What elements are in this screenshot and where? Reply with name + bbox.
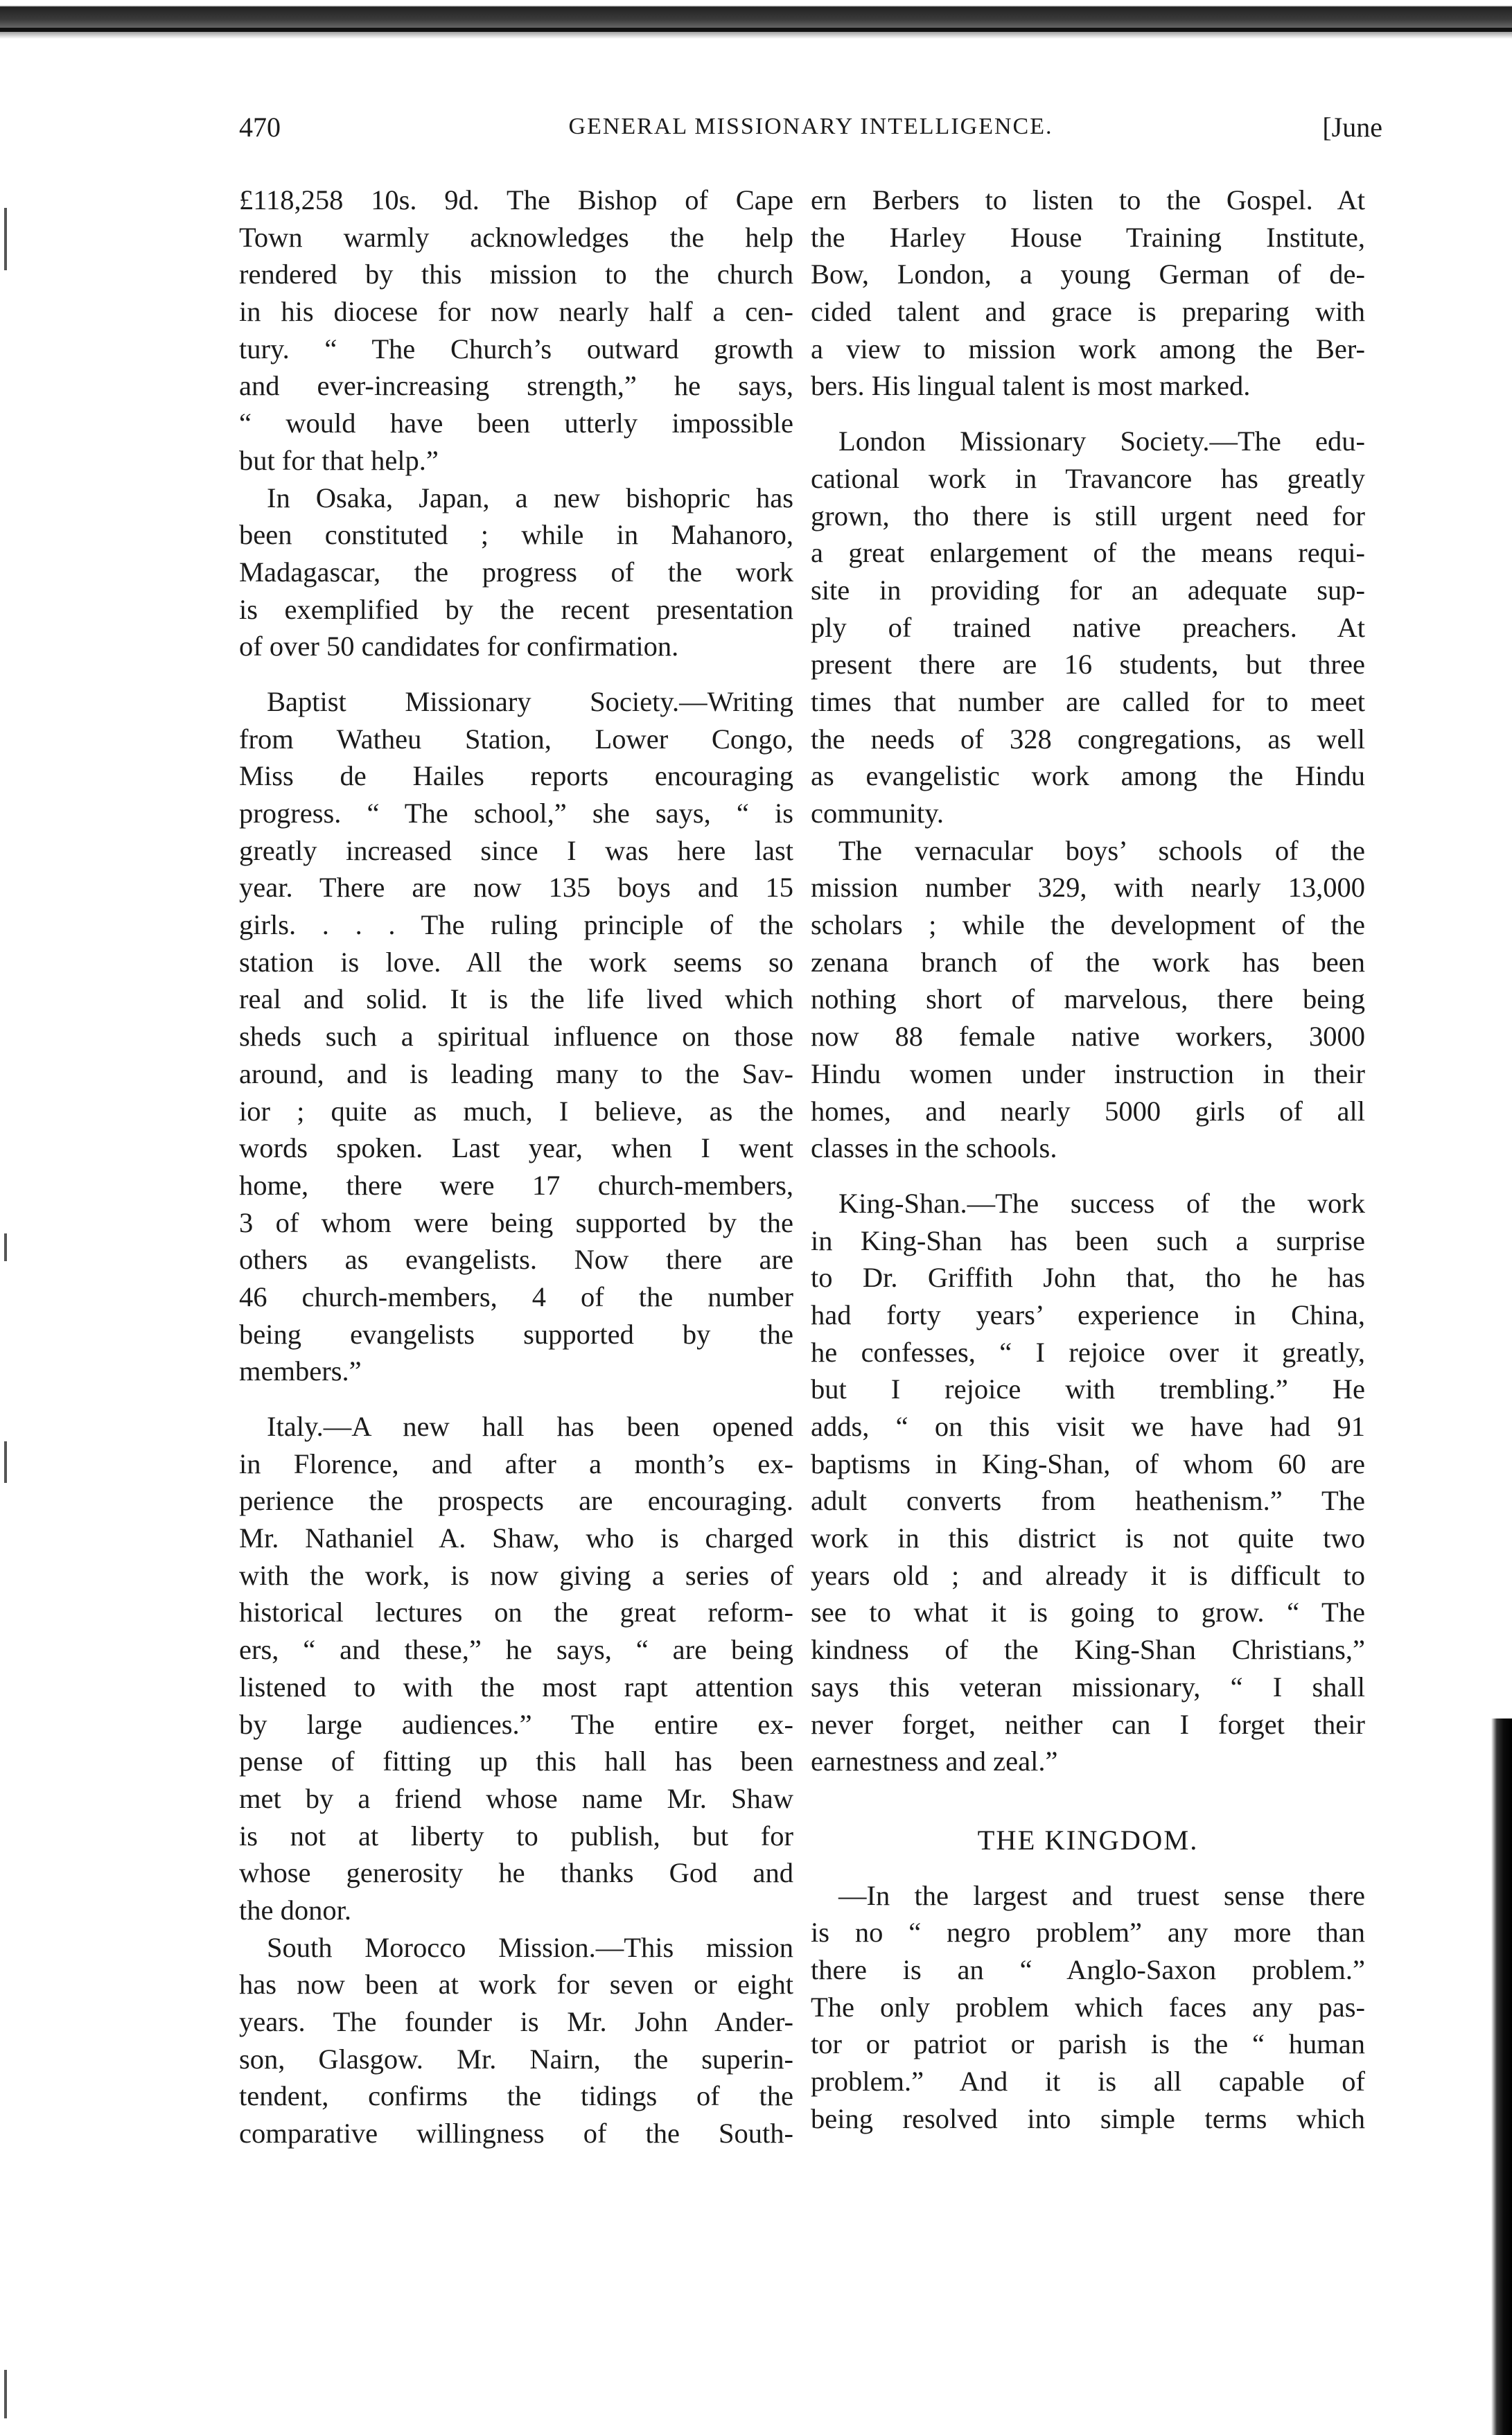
text-line: has now been at work for seven or eight — [239, 1969, 793, 2001]
text-line: in Florence, and after a month’s ex- — [239, 1448, 793, 1479]
text-line: being resolved into simple terms which — [811, 2102, 1365, 2134]
top-scan-border — [0, 0, 1512, 42]
text-line: times that number are called for to meet — [811, 685, 1365, 717]
text-line: son, Glasgow. Mr. Nairn, the superin- — [239, 2043, 793, 2075]
text-line: others as evangelists. Now there are — [239, 1244, 793, 1276]
text-line: of over 50 candidates for confirmation. — [239, 631, 679, 662]
text-line: work in this district is not quite two — [811, 1522, 1365, 1554]
text-line: the Harley House Training Institute, — [811, 221, 1365, 253]
text-line: comparative willingness of the South- — [239, 2118, 793, 2150]
text-line: ers, “ and these,” he says, “ are being — [239, 1634, 793, 1666]
text-line: cational work in Travancore has greatly — [811, 462, 1365, 494]
text-line: earnestness and zeal.” — [811, 1746, 1058, 1777]
text-line: London Missionary Society.—The edu- — [838, 425, 1365, 457]
text-line: Madagascar, the progress of the work — [239, 556, 793, 588]
text-line: is exemplified by the recent presentation — [239, 593, 793, 625]
text-line: he confesses, “ I rejoice over it greatly, — [811, 1336, 1365, 1368]
text-line: Miss de Hailes reports encouraging — [239, 760, 793, 792]
text-line: tendent, confirms the tidings of the — [239, 2080, 793, 2112]
text-line: present there are 16 students, but three — [811, 649, 1365, 680]
text-line: scholars ; while the development of the — [811, 909, 1365, 941]
left-column — [239, 182, 793, 2152]
text-line: but I rejoice with trembling.” He — [811, 1373, 1365, 1405]
text-line: tor or patriot or parish is the “ human — [811, 2028, 1365, 2060]
text-line: Hindu women under instruction in their — [811, 1057, 1365, 1089]
margin-mark — [4, 1233, 7, 1261]
text-line: there is an “ Anglo-Saxon problem.” — [811, 1953, 1365, 1985]
text-line: see to what it is going to grow. “ The — [811, 1597, 1365, 1628]
text-line: around, and is leading many to the Sav- — [239, 1057, 793, 1089]
text-line: from Watheu Station, Lower Congo, — [239, 723, 793, 755]
text-line: being evangelists supported by the — [239, 1318, 793, 1350]
text-line: members.” — [239, 1355, 362, 1387]
margin-mark — [4, 208, 7, 270]
text-line: the needs of 328 congregations, as well — [811, 723, 1365, 755]
text-line: adult converts from heathenism.” The — [811, 1485, 1365, 1517]
text-line: sheds such a spiritual influence on those — [239, 1021, 793, 1053]
text-line: —In the largest and truest sense there — [838, 1879, 1365, 1911]
text-line: classes in the schools. — [811, 1132, 1057, 1164]
text-line: “ would have been utterly impossible — [239, 407, 793, 439]
right-column — [811, 182, 1365, 2137]
margin-mark — [4, 2370, 7, 2418]
text-line: the donor. — [239, 1894, 351, 1926]
text-line: real and solid. It is the life lived which — [239, 983, 793, 1015]
top-rule-line — [0, 28, 1512, 32]
text-line: bers. His lingual talent is most marked. — [811, 370, 1251, 402]
text-line: ior ; quite as much, I believe, as the — [239, 1095, 793, 1127]
running-header — [239, 111, 1382, 152]
text-line: listened to with the most rapt attention — [239, 1671, 793, 1703]
text-line: baptisms in King-Shan, of whom 60 are — [811, 1448, 1365, 1479]
text-line: zenana branch of the work has been — [811, 946, 1365, 978]
text-line: in his diocese for now nearly half a cen- — [239, 296, 793, 328]
running-title: GENERAL MISSIONARY INTELLIGENCE. — [568, 114, 1053, 139]
text-line: years. The founder is Mr. John Ander- — [239, 2006, 793, 2037]
text-line: ply of trained native preachers. At — [811, 611, 1365, 643]
text-line: £118,258 10s. 9d. The Bishop of Cape — [239, 184, 793, 216]
text-line: cided talent and grace is preparing with — [811, 296, 1365, 328]
text-line: Italy.—A new hall has been opened — [267, 1411, 793, 1442]
text-line: ern Berbers to listen to the Gospel. At — [811, 184, 1365, 216]
text-line: is not at liberty to publish, but for — [239, 1820, 793, 1852]
text-line: a great enlargement of the means requi- — [811, 537, 1365, 569]
section-heading: THE KINGDOM. — [977, 1824, 1199, 1856]
page-number: 470 — [239, 112, 281, 143]
text-line: kindness of the King-Shan Christians,” — [811, 1634, 1365, 1666]
text-line: rendered by this mission to the church — [239, 258, 793, 290]
text-line: greatly increased since I was here last — [239, 834, 793, 866]
text-line: now 88 female native workers, 3000 — [811, 1021, 1365, 1053]
text-line: Mr. Nathaniel A. Shaw, who is charged — [239, 1522, 793, 1554]
margin-mark — [4, 1441, 7, 1483]
text-line: homes, and nearly 5000 girls of all — [811, 1095, 1365, 1127]
text-line: whose generosity he thanks God and — [239, 1857, 793, 1889]
text-line: community. — [811, 798, 944, 829]
text-line: nothing short of marvelous, there being — [811, 983, 1365, 1015]
text-line: and ever-increasing strength,” he says, — [239, 370, 793, 402]
text-line: South Morocco Mission.—This mission — [267, 1931, 793, 1963]
text-line: but for that help.” — [239, 444, 439, 476]
text-line: perience the prospects are encouraging. — [239, 1485, 793, 1517]
text-line: tury. “ The Church’s outward growth — [239, 333, 793, 364]
text-line: words spoken. Last year, when I went — [239, 1132, 793, 1164]
binding-shadow — [1491, 1718, 1512, 2435]
text-line: pense of fitting up this hall has been — [239, 1746, 793, 1777]
text-line: a view to mission work among the Ber- — [811, 333, 1365, 364]
text-line: as evangelistic work among the Hindu — [811, 760, 1365, 792]
issue-month: [June — [1322, 112, 1382, 143]
text-line: had forty years’ experience in China, — [811, 1299, 1365, 1330]
text-line: 46 church-members, 4 of the number — [239, 1281, 793, 1312]
text-line: is no “ negro problem” any more than — [811, 1917, 1365, 1949]
text-line: mission number 329, with nearly 13,000 — [811, 872, 1365, 904]
text-line: historical lectures on the great reform- — [239, 1597, 793, 1628]
text-line: years old ; and already it is difficult to — [811, 1559, 1365, 1591]
text-line: station is love. All the work seems so — [239, 946, 793, 978]
text-line: year. There are now 135 boys and 15 — [239, 872, 793, 904]
text-line: In Osaka, Japan, a new bishopric has — [267, 482, 793, 513]
text-line: The only problem which faces any pas- — [811, 1991, 1365, 2023]
text-line: problem.” And it is all capable of — [811, 2066, 1365, 2097]
text-line: Town warmly acknowledges the help — [239, 221, 793, 253]
text-line: grown, tho there is still urgent need for — [811, 500, 1365, 531]
text-line: 3 of whom were being supported by the — [239, 1206, 793, 1238]
text-line: King-Shan.—The success of the work — [838, 1187, 1365, 1219]
text-line: The vernacular boys’ schools of the — [838, 834, 1365, 866]
text-line: never forget, neither can I forget their — [811, 1708, 1365, 1740]
text-line: progress. “ The school,” she says, “ is — [239, 798, 793, 829]
text-line: been constituted ; while in Mahanoro, — [239, 519, 793, 551]
text-line: by large audiences.” The entire ex- — [239, 1708, 793, 1740]
text-line: girls. . . . The ruling principle of the — [239, 909, 793, 941]
text-line: home, there were 17 church-members, — [239, 1169, 793, 1201]
text-line: site in providing for an adequate sup- — [811, 574, 1365, 606]
text-line: to Dr. Griffith John that, tho he has — [811, 1262, 1365, 1294]
text-line: with the work, is now giving a series of — [239, 1559, 793, 1591]
text-line: adds, “ on this visit we have had 91 — [811, 1411, 1365, 1442]
text-line: Bow, London, a young German of de- — [811, 258, 1365, 290]
text-line: says this veteran missionary, “ I shall — [811, 1671, 1365, 1703]
text-line: Baptist Missionary Society.—Writing — [267, 685, 793, 717]
text-line: in King-Shan has been such a surprise — [811, 1224, 1365, 1256]
text-line: met by a friend whose name Mr. Shaw — [239, 1782, 793, 1814]
